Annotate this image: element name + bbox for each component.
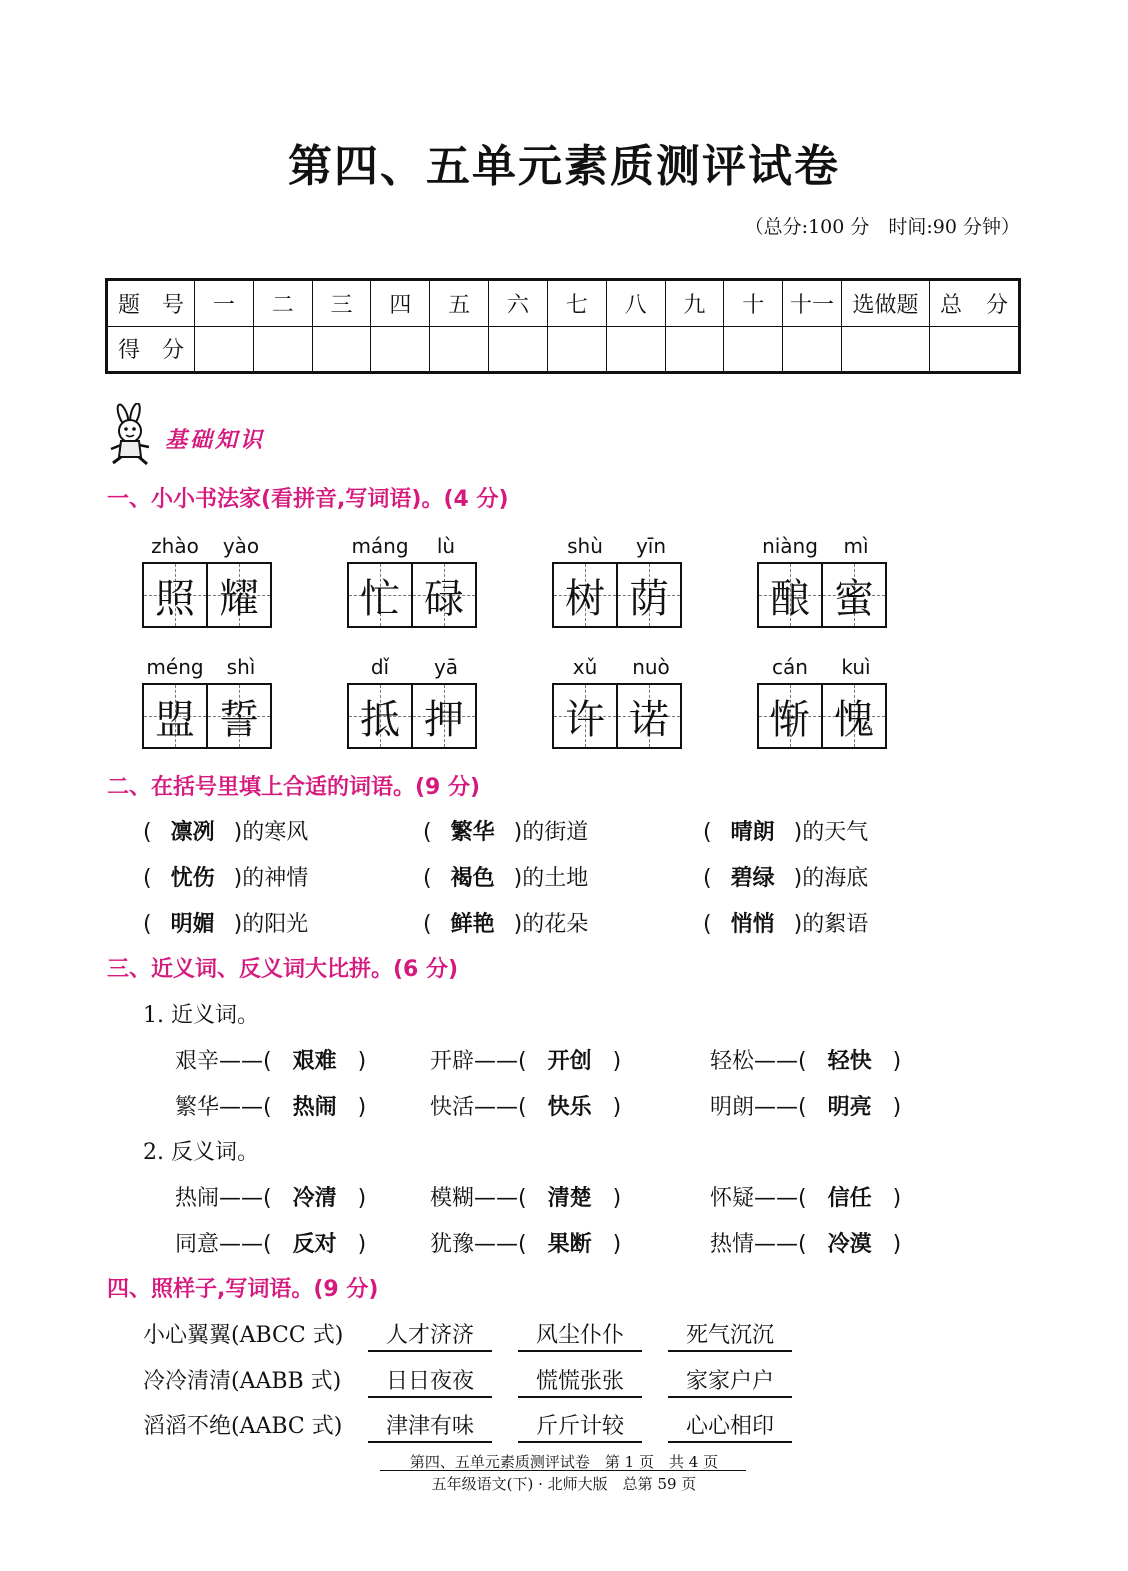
score-input-cell[interactable] (606, 326, 665, 373)
character-box (757, 683, 887, 749)
score-table-cell: 五 (430, 280, 489, 327)
answer-blank[interactable]: 死气沉沉 (668, 1318, 792, 1352)
score-table-header-row (107, 280, 1020, 327)
score-input-cell[interactable] (547, 326, 606, 373)
close-paren: ) (612, 1232, 622, 1257)
open-paren: ( (423, 912, 432, 937)
score-table-cell: 得 分 (107, 326, 195, 373)
score-table-cell: 三 (312, 280, 371, 327)
answer-blank[interactable]: 热闹 (292, 1095, 337, 1120)
q1-heading: 一、小小书法家(看拼音,写词语)。(4 分) (107, 487, 509, 512)
word-text: 快活 (430, 1095, 475, 1120)
close-paren: ) (892, 1232, 902, 1257)
score-table-cell: 九 (665, 280, 724, 327)
answer-blank[interactable]: 碧绿 (730, 866, 775, 891)
ant-item (430, 1181, 621, 1212)
character-cell[interactable] (821, 685, 885, 747)
ant-item (175, 1181, 366, 1212)
score-input-cell[interactable] (312, 326, 371, 373)
score-table-cell: 总 分 (930, 280, 1020, 327)
score-input-cell[interactable] (724, 326, 783, 373)
syn-item (175, 1044, 366, 1075)
score-table-cell: 十一 (783, 280, 842, 327)
close-paren: ) (357, 1232, 367, 1257)
fill-in-item (703, 907, 868, 938)
ant-item (710, 1181, 901, 1212)
close-paren: ) (357, 1049, 367, 1074)
character-cell[interactable] (144, 685, 206, 747)
character-cell[interactable] (759, 685, 821, 747)
score-input-cell[interactable] (430, 326, 489, 373)
pinyin-label: kuì (841, 655, 871, 679)
phrase-text: 的寒风 (242, 820, 309, 845)
answer-blank[interactable]: 人才济济 (368, 1318, 492, 1352)
character-text: 树 (565, 575, 605, 622)
dash-paren: ——( (219, 1049, 272, 1074)
answer-blank[interactable]: 斤斤计较 (518, 1409, 642, 1443)
character-cell[interactable] (206, 685, 270, 747)
score-table-cell: 十 (724, 280, 783, 327)
answer-blank[interactable]: 褐色 (450, 866, 495, 891)
score-table-cell: 七 (547, 280, 606, 327)
score-input-cell[interactable] (783, 326, 842, 373)
syn-item (710, 1044, 901, 1075)
word-text: 轻松 (710, 1049, 755, 1074)
pinyin-label: méng (146, 655, 204, 679)
close-paren: ) (612, 1186, 622, 1211)
footer-page-info: 第四、五单元素质测评试卷 第 1 页 共 4 页 (409, 1453, 719, 1471)
pattern-label: 小心翼翼(ABCC 式) (143, 1323, 344, 1348)
word-text: 热情 (710, 1232, 755, 1257)
pinyin-label: xǔ (572, 655, 598, 679)
character-text: 抵 (360, 696, 400, 743)
q3-heading: 三、近义词、反义词大比拼。(6 分) (107, 957, 459, 982)
dash-paren: ——( (474, 1049, 527, 1074)
close-paren: ) (357, 1095, 367, 1120)
phrase-text: 的阳光 (242, 912, 309, 937)
character-cell[interactable] (616, 564, 680, 626)
score-table-score-row (107, 326, 1020, 373)
open-paren: ( (703, 820, 712, 845)
section-label-basics: 基础知识 (165, 427, 266, 453)
close-paren: ) (892, 1095, 902, 1120)
syn-item (430, 1090, 621, 1121)
dash-paren: ——( (219, 1232, 272, 1257)
character-box (142, 683, 272, 749)
character-box (347, 683, 477, 749)
ant-item (710, 1227, 901, 1258)
answer-blank[interactable]: 津津有味 (368, 1409, 492, 1443)
answer-blank[interactable]: 风尘仆仆 (518, 1318, 642, 1352)
open-paren: ( (143, 866, 152, 891)
fill-in-item (143, 815, 308, 846)
character-text: 酿 (770, 575, 810, 622)
character-text: 盟 (155, 696, 195, 743)
score-input-cell[interactable] (253, 326, 312, 373)
answer-blank[interactable]: 冷清 (292, 1186, 337, 1211)
fill-in-item (143, 907, 308, 938)
dash-paren: ——( (754, 1232, 807, 1257)
answer-blank[interactable]: 晴朗 (730, 820, 775, 845)
phrase-text: 的絮语 (802, 912, 869, 937)
close-paren: ) (793, 912, 803, 937)
answer-blank[interactable]: 明媚 (170, 912, 215, 937)
fill-in-item (423, 815, 588, 846)
close-paren: ) (793, 820, 803, 845)
word-text: 模糊 (430, 1186, 475, 1211)
close-paren: ) (793, 866, 803, 891)
character-cell[interactable] (616, 685, 680, 747)
word-text: 怀疑 (710, 1186, 755, 1211)
score-table-cell: 选做题 (842, 280, 930, 327)
close-paren: ) (233, 820, 243, 845)
word-text: 繁华 (175, 1095, 220, 1120)
fill-in-item (143, 861, 308, 892)
character-cell[interactable] (554, 685, 616, 747)
answer-blank[interactable]: 鲜艳 (450, 912, 495, 937)
answer-blank[interactable]: 冷漠 (827, 1232, 872, 1257)
pinyin-label: máng (351, 534, 409, 558)
answer-blank[interactable]: 清楚 (547, 1186, 592, 1211)
syn-item (430, 1044, 621, 1075)
page-title: 第四、五单元素质测评试卷 (288, 141, 840, 192)
character-box (142, 562, 272, 628)
phrase-text: 的土地 (522, 866, 589, 891)
character-cell[interactable] (349, 564, 411, 626)
pinyin-label: niàng (762, 534, 818, 558)
answer-blank[interactable]: 繁华 (450, 820, 495, 845)
dash-paren: ——( (474, 1232, 527, 1257)
phrase-text: 的神情 (242, 866, 309, 891)
answer-blank[interactable]: 信任 (827, 1186, 872, 1211)
open-paren: ( (423, 866, 432, 891)
score-table-cell: 六 (489, 280, 548, 327)
character-box (347, 562, 477, 628)
pinyin-label: cán (772, 655, 808, 679)
close-paren: ) (513, 820, 523, 845)
open-paren: ( (423, 820, 432, 845)
pinyin-label: nuò (632, 655, 670, 679)
word-text: 开辟 (430, 1049, 475, 1074)
score-input-cell[interactable] (489, 326, 548, 373)
character-box (552, 562, 682, 628)
character-cell[interactable] (349, 685, 411, 747)
ant-item (430, 1227, 621, 1258)
character-box (757, 562, 887, 628)
ant-item (175, 1227, 366, 1258)
word-text: 热闹 (175, 1186, 220, 1211)
character-cell[interactable] (206, 564, 270, 626)
answer-blank[interactable]: 开创 (547, 1049, 592, 1074)
phrase-text: 的天气 (802, 820, 869, 845)
score-table (105, 278, 1021, 374)
score-input-cell[interactable] (195, 326, 254, 373)
answer-blank[interactable]: 轻快 (827, 1049, 872, 1074)
character-cell[interactable] (411, 685, 475, 747)
character-cell[interactable] (821, 564, 885, 626)
pinyin-label: shù (567, 534, 603, 558)
character-cell[interactable] (759, 564, 821, 626)
answer-blank[interactable]: 忧伤 (170, 866, 215, 891)
dash-paren: ——( (219, 1186, 272, 1211)
answer-blank[interactable]: 果断 (547, 1232, 592, 1257)
open-paren: ( (143, 820, 152, 845)
open-paren: ( (143, 912, 152, 937)
dash-paren: ——( (754, 1186, 807, 1211)
character-text: 誓 (219, 696, 259, 743)
phrase-text: 的花朵 (522, 912, 589, 937)
character-text: 荫 (629, 575, 669, 622)
exam-meta: （总分:100 分 时间:90 分钟） (744, 216, 1020, 238)
character-box (552, 683, 682, 749)
answer-blank[interactable]: 悄悄 (730, 912, 775, 937)
footer-book-info: 五年级语文(下) · 北师大版 总第 59 页 (431, 1475, 697, 1493)
dash-paren: ——( (474, 1186, 527, 1211)
answer-blank[interactable]: 反对 (292, 1232, 337, 1257)
score-input-cell[interactable] (371, 326, 430, 373)
q3-sub1: 1. 近义词。 (143, 1003, 259, 1028)
dash-paren: ——( (474, 1095, 527, 1120)
close-paren: ) (892, 1186, 902, 1211)
fill-in-item (423, 907, 588, 938)
character-text: 碌 (424, 575, 464, 622)
close-paren: ) (612, 1049, 622, 1074)
phrase-text: 的海底 (802, 866, 869, 891)
character-cell[interactable] (411, 564, 475, 626)
answer-blank[interactable]: 心心相印 (668, 1409, 792, 1443)
pinyin-label: mì (843, 534, 869, 558)
character-cell[interactable] (144, 564, 206, 626)
fill-in-item (423, 861, 588, 892)
pinyin-label: shì (226, 655, 256, 679)
character-text: 惭 (770, 696, 810, 743)
phrase-text: 的街道 (522, 820, 589, 845)
answer-blank[interactable]: 艰难 (292, 1049, 337, 1074)
q2-heading: 二、在括号里填上合适的词语。(9 分) (107, 775, 481, 800)
syn-item (710, 1090, 901, 1121)
answer-blank[interactable]: 快乐 (547, 1095, 592, 1120)
word-text: 明朗 (710, 1095, 755, 1120)
fill-in-item (703, 861, 868, 892)
score-table-cell: 题 号 (107, 280, 195, 327)
fill-in-item (703, 815, 868, 846)
character-text: 诺 (629, 696, 669, 743)
word-text: 犹豫 (430, 1232, 475, 1257)
rabbit-mascot-icon (103, 403, 159, 467)
pattern-label: 冷冷清清(AABB 式) (143, 1369, 342, 1394)
pinyin-label: yào (222, 534, 260, 558)
close-paren: ) (892, 1049, 902, 1074)
pinyin-label: yīn (635, 534, 667, 558)
score-input-cell[interactable] (665, 326, 724, 373)
pinyin-label: lù (436, 534, 456, 558)
character-text: 忙 (360, 575, 400, 622)
answer-blank[interactable]: 慌慌张张 (518, 1364, 642, 1398)
score-table-cell: 四 (371, 280, 430, 327)
answer-blank[interactable]: 家家户户 (668, 1364, 792, 1398)
score-table-cell: 八 (606, 280, 665, 327)
dash-paren: ——( (219, 1095, 272, 1120)
close-paren: ) (513, 912, 523, 937)
character-text: 许 (565, 696, 605, 743)
close-paren: ) (233, 912, 243, 937)
character-text: 愧 (834, 696, 874, 743)
word-text: 艰辛 (175, 1049, 220, 1074)
syn-item (175, 1090, 366, 1121)
open-paren: ( (703, 912, 712, 937)
character-text: 耀 (219, 575, 259, 622)
pinyin-label: yā (433, 655, 459, 679)
character-cell[interactable] (554, 564, 616, 626)
score-table-cell: 一 (195, 280, 254, 327)
close-paren: ) (513, 866, 523, 891)
word-text: 同意 (175, 1232, 220, 1257)
dash-paren: ——( (754, 1049, 807, 1074)
character-text: 照 (155, 575, 195, 622)
close-paren: ) (612, 1095, 622, 1120)
score-table-cell: 二 (253, 280, 312, 327)
q4-heading: 四、照样子,写词语。(9 分) (107, 1277, 379, 1302)
pinyin-label: dǐ (370, 655, 390, 679)
pinyin-label: zhào (151, 534, 199, 558)
score-input-cell[interactable] (842, 326, 930, 373)
character-text: 蜜 (834, 575, 874, 622)
open-paren: ( (703, 866, 712, 891)
answer-blank[interactable]: 日日夜夜 (368, 1364, 492, 1398)
q3-sub2: 2. 反义词。 (143, 1140, 259, 1165)
answer-blank[interactable]: 明亮 (827, 1095, 872, 1120)
close-paren: ) (357, 1186, 367, 1211)
dash-paren: ——( (754, 1095, 807, 1120)
close-paren: ) (233, 866, 243, 891)
pattern-label: 滔滔不绝(AABC 式) (143, 1414, 343, 1439)
score-input-cell[interactable] (930, 326, 1020, 373)
answer-blank[interactable]: 凛冽 (170, 820, 215, 845)
character-text: 押 (424, 696, 464, 743)
